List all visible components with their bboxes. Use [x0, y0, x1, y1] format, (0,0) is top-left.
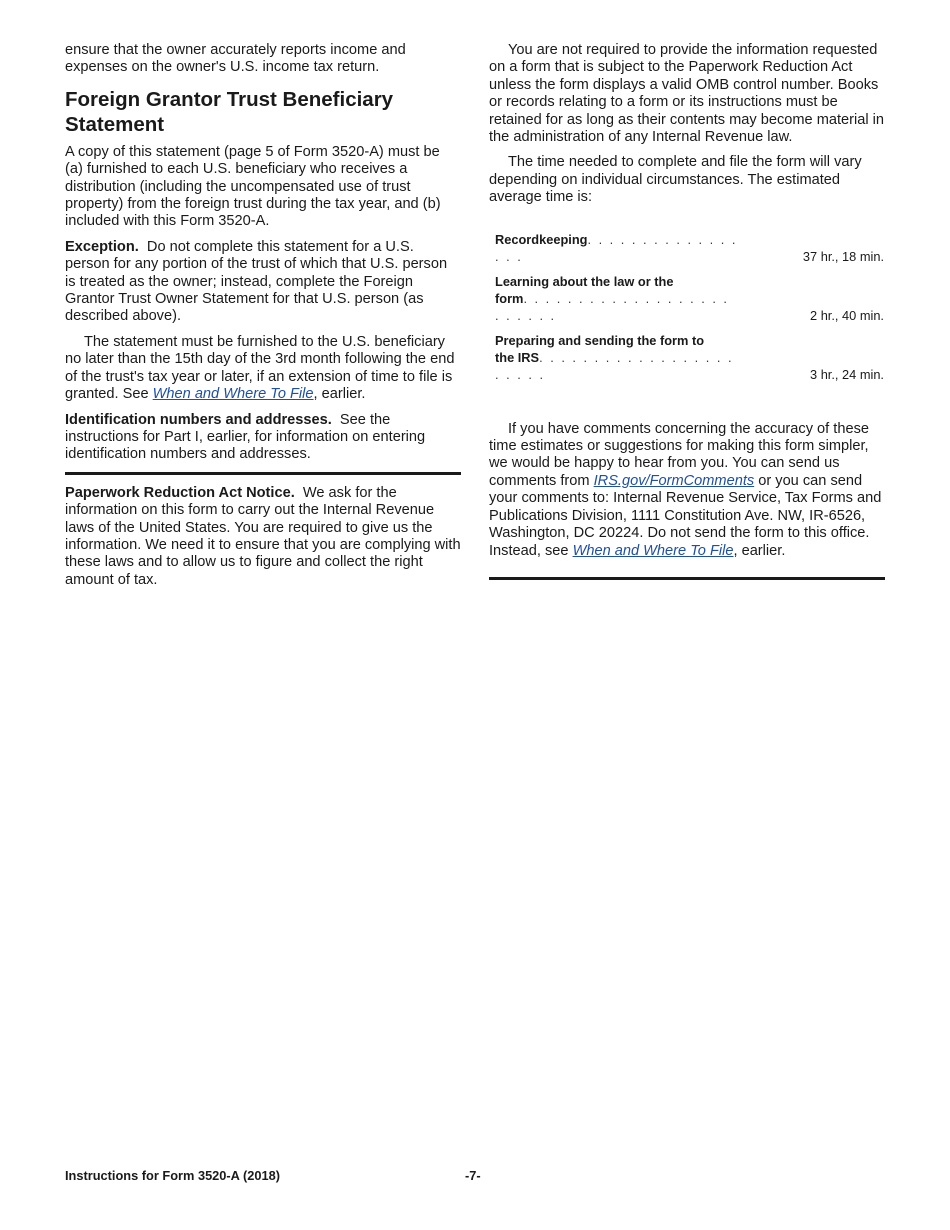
time-estimate-table: [495, 231, 884, 391]
omb-paragraph: You are not required to provide the information requested on a form that is subject to the Paperwork Reduction Act unless the form displays a valid OMB control number. Books or records relating to a form or its instructions must be retained for as long as their contents may become material in the administration of any Internal Revenue law.: [489, 42, 885, 146]
row-value: 37 hr., 18 min.: [802, 248, 884, 264]
exception-paragraph: [65, 239, 461, 326]
form-comments-link[interactable]: IRS.gov/FormComments: [593, 472, 755, 489]
time-estimate-paragraph: The time needed to complete and file the form will vary depending on individual circumstances. The estimated average time is:: [489, 154, 862, 206]
row-label: Recordkeeping: [495, 231, 588, 247]
when-where-to-file-link[interactable]: When and Where To File: [152, 386, 314, 403]
page-footer: [65, 1168, 885, 1186]
comments-paragraph: [489, 421, 885, 560]
exception-label: Exception.: [65, 238, 139, 255]
left-column: [65, 42, 461, 589]
footer-title: Instructions for Form 3520-A (2018): [65, 1168, 280, 1183]
end-divider: [489, 577, 885, 580]
identification-label: Identification numbers and addresses.: [65, 411, 332, 428]
table-row: [495, 231, 884, 273]
deadline-paragraph: [65, 334, 461, 404]
paperwork-label: Paperwork Reduction Act Notice.: [65, 484, 295, 501]
when-where-to-file-link[interactable]: When and Where To File: [572, 542, 734, 559]
section-divider: [65, 472, 461, 475]
deadline-text: The statement must be furnished to the U.S. beneficiary no later than the 15th day of the 3rd month following the end of the trust's tax year or later, if an extension of time to file is granted. See: [65, 333, 455, 403]
section-heading: Foreign Grantor Trust Beneficiary Statement: [65, 87, 394, 137]
leader-dots: . . . . . . . . . . . . . . . . .: [495, 231, 738, 264]
row-label-line1: Preparing and sending the form to: [495, 332, 705, 348]
table-row: [495, 332, 884, 391]
exception-text: Do not complete this statement for a U.S. person for any portion of the trust of which that U.S. person is treated as the owner; instead, complete the Foreign Grantor Trust Owner Statement for that U.S. person (as described above).: [65, 238, 448, 325]
page-number: -7-: [465, 1168, 481, 1183]
row-value: 2 hr., 40 min.: [810, 307, 884, 323]
leader-dots: . . . . . . . . . . . . . . . . . . . . . . .: [495, 349, 734, 382]
identification-paragraph: [65, 412, 461, 464]
paperwork-text: We ask for the information on this form to carry out the Internal Revenue laws of the United States. You are required to give us the information. We need it to ensure that you are complying with these laws and to allow us to figure and collect the right amount of tax.: [65, 484, 461, 588]
identification-text: See the instructions for Part I, earlier, for information on entering identification numbers and addresses.: [65, 411, 426, 463]
comments-text: If you have comments concerning the accuracy of these time estimates or suggestions for making this form simpler, we would be happy to hear from you. You can send us comments from: [489, 420, 869, 489]
comments-address-text: or you can send your comments to: Internal Revenue Service, Tax Forms and Publications Division, 1111 Constitution Ave. NW, IR-6526, Washington, DC 20224. Do not send the form to this office. Instead, see: [489, 472, 882, 559]
row-label: the IRS: [495, 349, 540, 365]
deadline-tail: , earlier.: [313, 386, 366, 403]
row-label: form: [495, 290, 524, 306]
table-row: [495, 273, 884, 332]
leader-dots: . . . . . . . . . . . . . . . . . . . . . . . . .: [495, 290, 729, 323]
row-label-line1: Learning about the law or the: [495, 273, 674, 289]
comments-tail: , earlier.: [733, 542, 786, 559]
intro-paragraph: ensure that the owner accurately reports income and expenses on the owner's U.S. income tax return.: [65, 42, 406, 76]
beneficiary-statement-paragraph: A copy of this statement (page 5 of Form 3520-A) must be (a) furnished to each U.S. beneficiary who receives a distribution (including the uncompensated use of trust property) from the foreign trust during the tax year, and (b) included with this Form 3520-A.: [65, 143, 441, 230]
right-column: [489, 42, 885, 590]
row-value: 3 hr., 24 min.: [810, 366, 884, 382]
paperwork-paragraph: [65, 485, 461, 589]
